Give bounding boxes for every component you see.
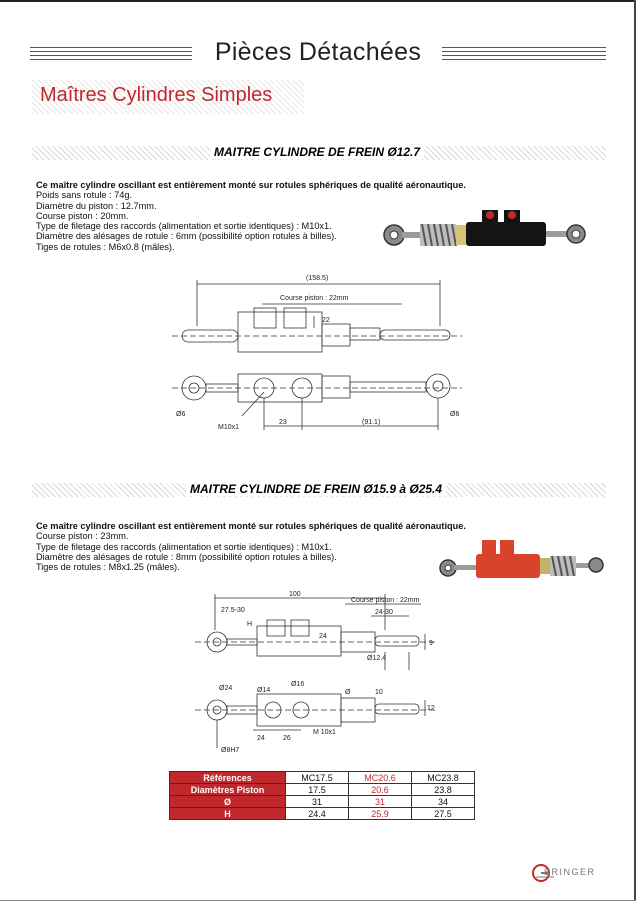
dim-range: 27.5-30 <box>221 607 245 614</box>
dim-h: H <box>247 621 253 628</box>
brand-logo-text: ERINGER <box>544 867 596 877</box>
table-cell: 23.8 <box>412 784 475 796</box>
dim-24-30: 24-30 <box>375 609 393 616</box>
cylinder-body <box>466 222 546 246</box>
product-photo-mc-red <box>436 534 606 582</box>
dim-phi14: Ø14 <box>257 687 271 694</box>
dim-stroke: Course piston : 22mm <box>351 597 420 604</box>
technical-drawing-mc-series <box>195 590 445 755</box>
port-1 <box>482 540 496 556</box>
section2-lead: Ce maître cylindre oscillant est entièrement monté sur rotules sphériques de qualité aéronautique. <box>36 521 466 531</box>
port-cap-2 <box>508 211 516 219</box>
table-row <box>170 796 475 808</box>
table-row <box>170 772 475 784</box>
section1-line: Type de filetage des raccords (alimentation et sortie identiques) : M10x1. <box>36 221 332 232</box>
port-2 <box>500 540 514 556</box>
section1-line: Course piston : 20mm. <box>36 210 129 221</box>
port-cap-1 <box>486 211 494 219</box>
section2-line: Tiges de rotules : M8x1.25 (mâles). <box>36 562 180 573</box>
row-label: H <box>170 808 286 820</box>
dim-bore-right: Ø6 <box>450 411 460 418</box>
cylinder-body <box>476 554 540 578</box>
dim-bore-left: Ø6 <box>176 411 186 418</box>
table-cell: MC23.8 <box>412 772 475 784</box>
dim-12: 12 <box>427 705 435 712</box>
dim-thread: M10x1 <box>218 424 240 431</box>
dim-phi: Ø <box>345 689 351 696</box>
rod-end-left <box>440 560 476 576</box>
table-cell: 24.4 <box>286 808 349 820</box>
section1-title: MAITRE CYLINDRE DE FREIN Ø12.7 <box>210 145 424 159</box>
table-cell: 34 <box>412 796 475 808</box>
push-rod <box>546 231 568 237</box>
reference-table <box>169 771 475 820</box>
page-title-block <box>30 38 606 68</box>
technical-drawing-mc127 <box>172 266 462 436</box>
dim-phi16: Ø16 <box>291 681 305 688</box>
section2-description <box>36 521 466 572</box>
section1-lead: Ce maître cylindre oscillant est entièrement monté sur rotules sphériques de qualité aéronautique. <box>36 180 466 190</box>
dim-bore: Ø8H7 <box>221 747 240 754</box>
dim-23: 23 <box>279 419 287 426</box>
page-frame-top <box>0 0 636 2</box>
dim-24b: 24 <box>257 735 265 742</box>
dim-height: 22 <box>322 317 330 324</box>
table-cell: 31 <box>349 796 412 808</box>
table-cell: 31 <box>286 796 349 808</box>
section1-line: Poids sans rotule : 74g. <box>36 190 133 201</box>
page-title: Pièces Détachées <box>214 38 422 66</box>
table-row <box>170 784 475 796</box>
dim-100: 100 <box>289 591 301 598</box>
title-decoration-right <box>442 47 606 61</box>
product-photo-mc127 <box>380 204 590 254</box>
dim-12-4: Ø12.4 <box>367 655 387 662</box>
dim-26: 26 <box>283 735 291 742</box>
brass-collar <box>540 558 550 574</box>
section2-title: MAITRE CYLINDRE DE FREIN Ø15.9 à Ø25.4 <box>186 482 446 496</box>
table-row <box>170 808 475 820</box>
rod-end-left <box>384 225 420 245</box>
section1-line: Tiges de rotules : M6x0.8 (mâles). <box>36 241 175 252</box>
dim-stroke: Course piston : 22mm <box>280 295 349 302</box>
dim-24: 24 <box>319 633 327 640</box>
row-label: Diamètres Piston <box>170 784 286 796</box>
dim-thread: M 10x1 <box>313 729 336 736</box>
page-subtitle: Maîtres Cylindres Simples <box>40 84 273 106</box>
spring <box>550 556 576 576</box>
table-cell: 25.9 <box>349 808 412 820</box>
dim-91: (91.1) <box>362 419 381 426</box>
dim-10: 10 <box>375 689 383 696</box>
table-cell: 20.6 <box>349 784 412 796</box>
section1-line: Diamètre des alésages de rotule : 6mm (possibilité option rotules à billes). <box>36 231 337 242</box>
section2-line: Type de filetage des raccords (alimentation et sortie identiques) : M10x1. <box>36 541 332 552</box>
table-cell: MC20.6 <box>349 772 412 784</box>
rod-end-right <box>589 558 603 572</box>
table-cell: 17.5 <box>286 784 349 796</box>
section1-line: Diamètre du piston : 12.7mm. <box>36 200 157 211</box>
brass-collar <box>456 225 466 245</box>
section2-line: Course piston : 23mm. <box>36 531 129 542</box>
row-label: Ø <box>170 796 286 808</box>
dim-9: 9 <box>429 640 433 647</box>
spring <box>420 224 456 246</box>
dim-overall: (158.5) <box>306 275 329 282</box>
title-decoration-left <box>30 47 192 61</box>
dim-phi24: Ø24 <box>219 685 233 692</box>
table-cell: 27.5 <box>412 808 475 820</box>
section2-line: Diamètre des alésages de rotule : 8mm (possibilité option rotules à billes). <box>36 551 337 562</box>
table-cell: MC17.5 <box>286 772 349 784</box>
row-label: Références <box>170 772 286 784</box>
rod-end-right <box>567 225 585 243</box>
